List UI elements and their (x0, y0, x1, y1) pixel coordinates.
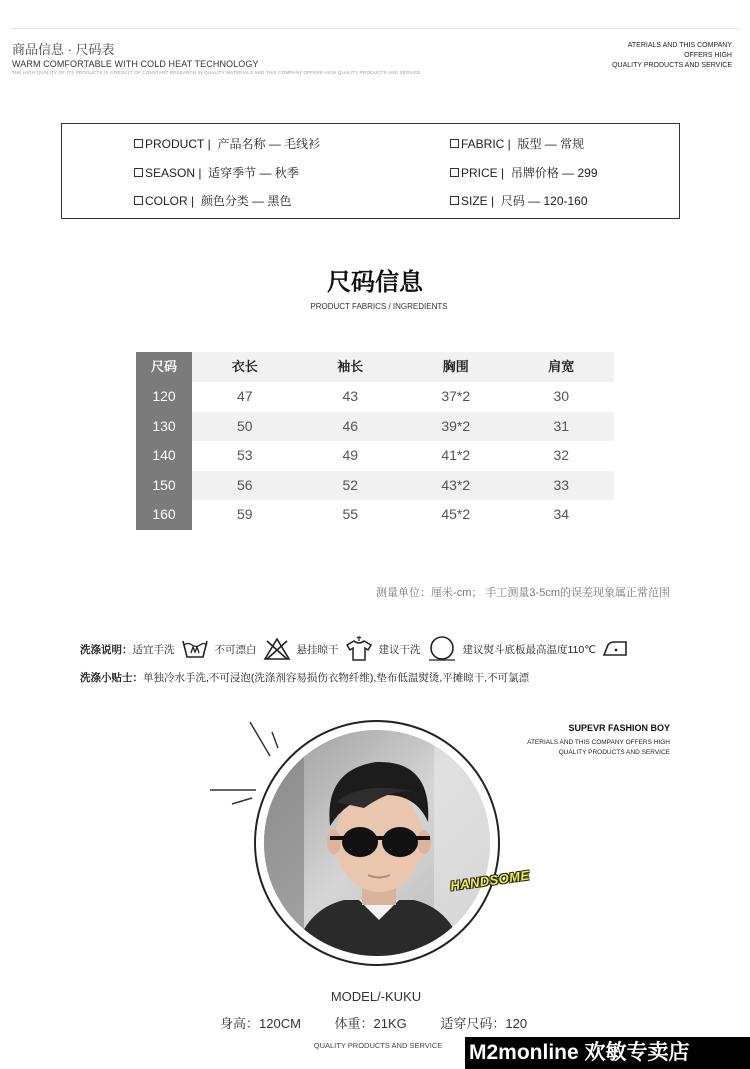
table-cell: 34 (553, 506, 570, 522)
section-fineprint: THE HIGH QUALITY OF ITS PRODUCTS IS A RESULT OF CONSTANT RESEARCH IN QUALITY MATERIALS AND THIS COMPANY OFFERS HIGH QUALITY PRODUCTS AND SERVICE (12, 70, 421, 75)
table-cell: 31 (509, 412, 615, 442)
model-name: MODEL/-KUKU (330, 989, 422, 1004)
table-cell: 33 (509, 471, 615, 501)
header-right-line: OFFERS HIGH (684, 52, 732, 59)
checkbox-square-icon (134, 168, 143, 177)
table-cell: 45*2 (441, 506, 471, 522)
section-subtitle: WARM COMFORTABLE WITH COLD HEAT TECHNOLOGY (12, 59, 259, 69)
checkbox-square-icon (134, 139, 143, 148)
iron-icon (602, 639, 630, 659)
table-header-row (136, 352, 614, 382)
model-size: 适穿尺码：120 (440, 1016, 528, 1031)
table-cell: 53 (236, 447, 253, 463)
wash-tips (80, 670, 529, 685)
table-cell: 49 (342, 447, 359, 463)
section-title: 商品信息 · 尺码表 (12, 42, 115, 57)
wash-item (297, 636, 379, 662)
table-cell: 50 (192, 412, 298, 442)
table-cell: 52 (298, 471, 404, 501)
product-item-fabric (450, 135, 584, 152)
size-table (136, 352, 614, 530)
product-item-color (134, 192, 291, 209)
table-header-cell: 尺码 (136, 352, 192, 382)
product-item-price (450, 164, 598, 181)
table-cell: 32 (553, 447, 570, 463)
product-label: PRODUCT (145, 136, 205, 151)
product-value: 颜色分类 — 黑色 (200, 194, 292, 208)
checkbox-square-icon (450, 196, 459, 205)
table-cell: 140 (136, 441, 192, 471)
checkbox-square-icon (450, 168, 459, 177)
wash-item (133, 637, 215, 661)
table-header-cell: 胸围 (403, 352, 509, 382)
wash-item-text: 悬挂晾干 (296, 643, 339, 656)
wash-item-text: 建议干洗 (378, 643, 421, 656)
table-header-cell: 衣长 (192, 352, 298, 382)
header-right-text (492, 41, 732, 71)
table-cell: 43*2 (403, 471, 509, 501)
measure-note: 测量单位：厘米-cm； 手工测量3-5cm的误差现象属正常范围 (376, 587, 670, 599)
product-label: SEASON (145, 165, 196, 180)
wash-tips-label: 洗涤小贴士： (80, 672, 143, 684)
separator: | (195, 165, 209, 180)
table-cell: 41*2 (441, 447, 471, 463)
separator: | (487, 193, 501, 208)
product-value: 版型 — 常规 (517, 137, 585, 151)
product-label: SIZE (461, 193, 488, 208)
wash-item (463, 639, 637, 659)
header-right-line: ATERIALS AND THIS COMPANY (627, 42, 732, 49)
header-right-line: QUALITY PRODUCTS AND SERVICE (612, 62, 732, 69)
brand-subtitle-line: ATERIALS AND THIS COMPANY OFFERS HIGH (527, 739, 670, 746)
shop-name-watermark: M2monline 欢敏专卖店 (465, 1037, 750, 1069)
separator: | (497, 165, 511, 180)
separator: | (504, 136, 518, 151)
brand-subtitle (470, 738, 670, 758)
size-info-subtitle: PRODUCT FABRICS / INGREDIENTS (310, 302, 448, 311)
checkbox-square-icon (450, 139, 459, 148)
table-cell: 59 (236, 506, 253, 522)
table-row (136, 500, 614, 530)
table-header-cell: 肩宽 (509, 352, 615, 382)
model-boy-illustration (264, 730, 490, 956)
product-item-season (134, 164, 299, 181)
table-cell: 39*2 (403, 412, 509, 442)
footer-text: QUALITY PRODUCTS AND SERVICE (313, 1041, 443, 1050)
table-header-cell: 袖长 (298, 352, 404, 382)
table-cell: 56 (192, 471, 298, 501)
brand-title: SUPEVR FASHION BOY (568, 723, 670, 733)
model-height: 身高：120CM (220, 1016, 301, 1031)
wash-item (379, 636, 463, 662)
wash-tips-text: 单独冷水手洗,不可浸泡(洗涤剂容易损伤衣物纤维),垫布低温熨烫,平摊晾干,不可氯漂 (143, 672, 530, 684)
wash-item (215, 637, 297, 661)
table-cell: 160 (136, 500, 192, 530)
wash-item-text: 建议熨斗底板最高温度110℃ (462, 643, 597, 656)
wash-item-text: 不可漂白 (214, 643, 257, 656)
separator: | (187, 193, 201, 208)
product-info-box (61, 123, 680, 219)
no-bleach-icon (263, 637, 291, 661)
table-row (136, 471, 614, 501)
table-cell: 120 (136, 382, 192, 412)
brand-block (470, 723, 670, 758)
product-value: 产品名称 — 毛线衫 (217, 137, 321, 151)
model-stats (220, 1013, 557, 1032)
table-cell: 130 (136, 412, 192, 442)
model-photo (264, 730, 490, 956)
dry-clean-icon (427, 636, 457, 662)
hang-dry-icon (345, 636, 373, 662)
checkbox-square-icon (134, 196, 143, 205)
table-row (136, 412, 614, 442)
table-row (136, 441, 614, 471)
size-info-title: 尺码信息 (327, 269, 423, 296)
product-value: 吊牌价格 — 299 (510, 166, 598, 180)
product-item-product (134, 135, 320, 152)
brand-subtitle-line: QUALITY PRODUCTS AND SERVICE (558, 749, 670, 756)
table-cell: 37*2 (441, 388, 471, 404)
table-cell: 46 (298, 412, 404, 442)
wash-label: 洗涤说明： (80, 643, 133, 656)
separator: | (204, 136, 218, 151)
wash-instructions (80, 634, 636, 664)
model-weight: 体重：21KG (334, 1016, 407, 1031)
table-row (136, 382, 614, 412)
handsome-sticker: HANDSOME (449, 867, 531, 894)
product-value: 尺码 — 120-160 (500, 194, 588, 208)
top-divider (10, 28, 740, 29)
table-cell: 43 (342, 388, 359, 404)
table-cell: 47 (236, 388, 253, 404)
product-item-size (450, 192, 588, 209)
product-label: COLOR (145, 193, 188, 208)
hand-wash-icon (181, 637, 209, 661)
product-label: PRICE (461, 165, 498, 180)
product-value: 适穿季节 — 秋季 (208, 166, 299, 180)
product-label: FABRIC (461, 136, 505, 151)
table-cell: 30 (553, 388, 570, 404)
table-cell: 55 (342, 506, 359, 522)
table-cell: 150 (136, 471, 192, 501)
wash-item-text: 适宜手洗 (132, 643, 175, 656)
